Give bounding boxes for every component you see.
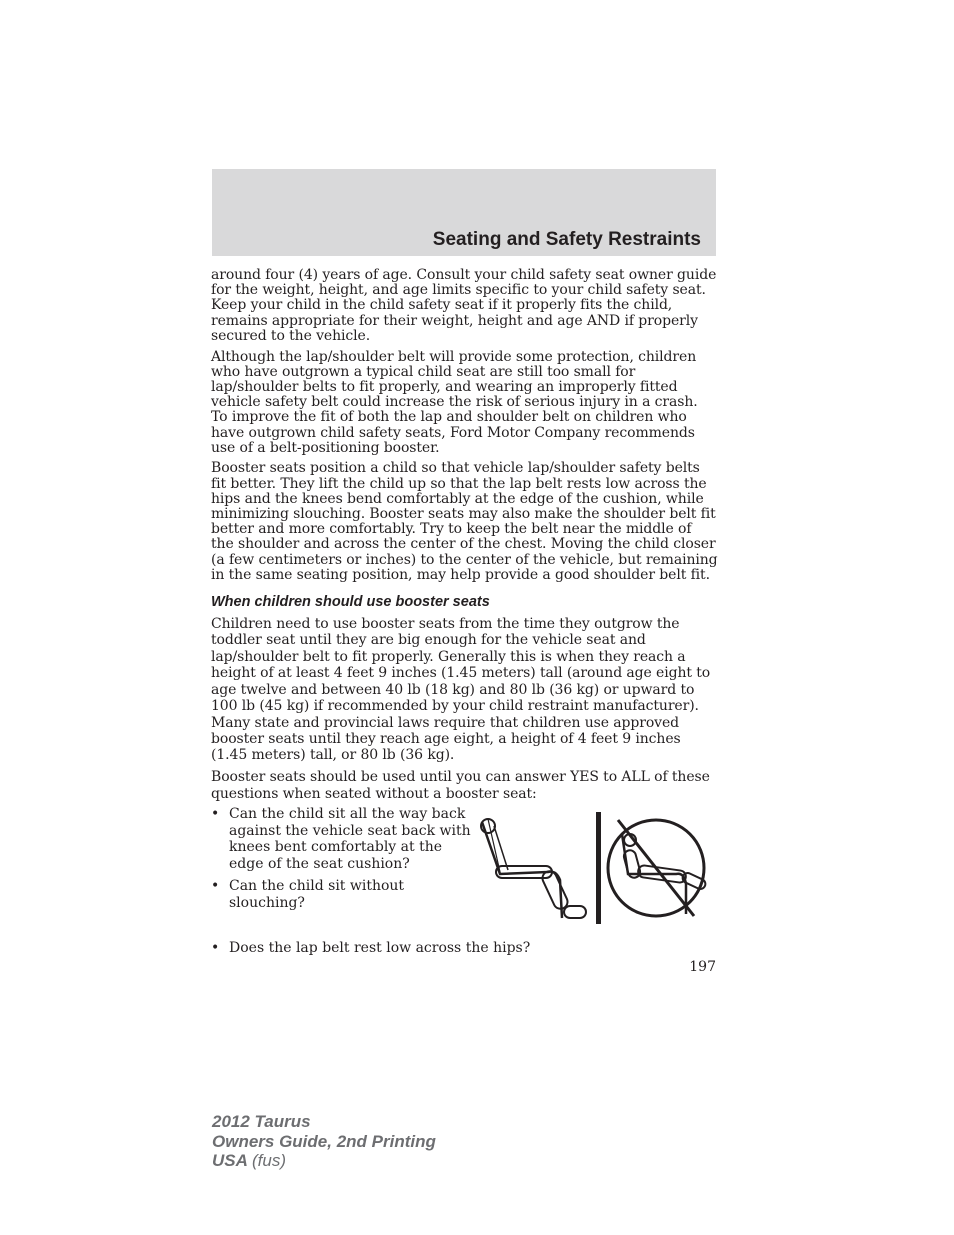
bullet-item bbox=[211, 806, 471, 872]
paragraph-1: around four (4) years of age. Consult your child safety seat owner guide for the weight, height, and age limits specific to your child safety seat. Keep your child in the child safety seat if it properly fits the child, remains appropriate for their weight, height and age AND if properly secured to the vehicle. bbox=[211, 267, 717, 344]
footer-country: USA bbox=[212, 1151, 248, 1170]
paragraph-3: Booster seats position a child so that vehicle lap/shoulder safety belts fit better. They lift the child up so that the lap belt rests low across the hips and the knees bend comfortably at the edge of the cushion, while minimizing slouching. Booster seats may also make the shoulder belt fit better and more comfortably. Try to keep the belt near the middle of the shoulder and across the center of the chest. Moving the child closer (a few centimeters or inches) to the center of the vehicle, but remaining in the same seating position, may help provide a good shoulder belt fit. bbox=[211, 460, 718, 583]
section-header-band bbox=[212, 169, 716, 256]
bullet-dot: • bbox=[211, 940, 220, 956]
page-body bbox=[211, 268, 718, 808]
subheading: When children should use booster seats bbox=[211, 594, 490, 611]
paragraph-4: Children need to use booster seats from the time they outgrow the toddler seat until they are big enough for the vehicle seat and lap/shoulder belt to fit properly. Generally this is when they reach a height of at least 4 feet 9 inches (1.45 meters) tall (around age eight to age twelve and between 40 lb (18 kg) and 80 lb (36 kg) or upward to 100 lb (45 kg) if recommended by your child restraint manufacturer). Many state and provincial laws require that children use approved booster seats until they reach age eight, a height of 4 feet 9 inches (1.45 meters) tall, or 80 lb (36 kg). bbox=[211, 616, 711, 764]
footer-region bbox=[212, 1151, 436, 1171]
figure-divider bbox=[596, 812, 601, 924]
booster-seat-illustration bbox=[478, 810, 718, 930]
bullet-list bbox=[211, 806, 471, 917]
bullet-item bbox=[211, 940, 729, 957]
child-seated-correctly-figure bbox=[481, 819, 586, 918]
paragraph-5: Booster seats should be used until you can answer YES to ALL of these questions when seated without a booster seat: bbox=[211, 769, 710, 802]
child-slouching-figure bbox=[622, 834, 707, 914]
footer-model: 2012 Taurus bbox=[212, 1112, 311, 1131]
bullet-dot: • bbox=[211, 878, 220, 894]
section-title: Seating and Safety Restraints bbox=[432, 229, 701, 250]
paragraph-2: Although the lap/shoulder belt will provide some protection, children who have outgrown a typical child seat are still too small for lap/shoulder belts to fit properly, and wearing an improperly fitted vehicle safety belt could increase the risk of serious injury in a crash. To improve the fit of both the lap and shoulder belt on children who have outgrown child safety seats, Ford Motor Company recommends use of a belt-positioning booster. bbox=[211, 348, 698, 456]
bullet-item bbox=[211, 878, 471, 911]
bullet-text: Does the lap belt rest low across the hips? bbox=[229, 940, 531, 956]
bullet-dot: • bbox=[211, 806, 220, 822]
prohibition-icon bbox=[608, 820, 704, 916]
footer-code: (fus) bbox=[252, 1151, 286, 1170]
page-number: 197 bbox=[689, 959, 716, 975]
bullet-text: Can the child sit all the way back against the vehicle seat back with knees bent comfortably at the edge of the seat cushion? bbox=[229, 806, 471, 872]
footer-guide: Owners Guide, 2nd Printing bbox=[212, 1131, 436, 1151]
bullet-text: Can the child sit without slouching? bbox=[229, 878, 405, 911]
document-footer bbox=[212, 1112, 436, 1171]
